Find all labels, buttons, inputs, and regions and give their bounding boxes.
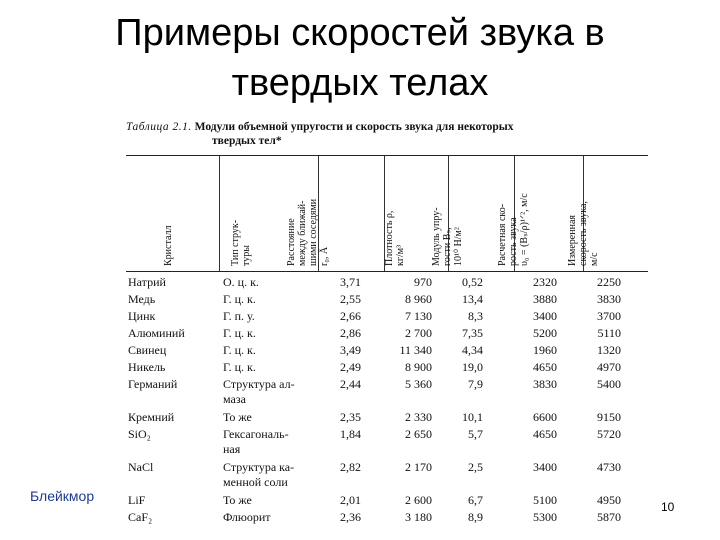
- distance-cell: 2,36: [340, 510, 361, 524]
- header-calc-speed: Расчетная ско- рость звука υ₀ = (Bₛ/ρ)¹ᐟ², м/с: [497, 193, 530, 266]
- table-row: [126, 274, 648, 291]
- scanned-table: [126, 118, 648, 538]
- density-cell: 5 360: [405, 377, 432, 391]
- distance-cell: 2,35: [340, 410, 361, 424]
- table-top-rule: [126, 155, 648, 156]
- measured-speed-cell: 4970: [597, 360, 621, 374]
- table-row: [126, 308, 648, 325]
- calc-speed-cell: 5100: [533, 493, 557, 507]
- calc-speed-cell: 5300: [533, 510, 557, 524]
- column-divider: [219, 156, 220, 271]
- measured-speed-cell: 5400: [597, 377, 621, 391]
- density-cell: 8 900: [405, 360, 432, 374]
- table-row: [126, 509, 648, 526]
- structure-cell: Г. ц. к.: [223, 326, 256, 340]
- crystal-cell: Германий: [128, 377, 178, 391]
- footer-author: Блейкмор: [30, 488, 95, 504]
- modulus-cell: 8,3: [468, 309, 483, 323]
- measured-speed-cell: 9150: [597, 410, 621, 424]
- crystal-cell: Кремний: [128, 410, 175, 424]
- table-caption-label: Таблица 2.1.: [126, 121, 192, 133]
- table-row: [126, 376, 648, 409]
- calc-speed-cell: 2320: [533, 275, 557, 289]
- measured-speed-cell: 4730: [597, 460, 621, 474]
- table-body: [126, 274, 648, 526]
- crystal-cell: NaCl: [128, 460, 154, 474]
- crystal-cell: Цинк: [128, 309, 156, 323]
- modulus-cell: 7,35: [462, 326, 483, 340]
- structure-cell: То же: [223, 493, 252, 507]
- header-density: Плотность ρ, кг/м³: [384, 210, 406, 266]
- measured-speed-cell: 5720: [597, 427, 621, 441]
- distance-cell: 2,44: [340, 377, 361, 391]
- calc-speed-cell: 3400: [533, 460, 557, 474]
- modulus-cell: 4,34: [462, 343, 483, 357]
- table-caption-line-1: Модули объемной упругости и скорость звука для некоторых: [194, 121, 514, 133]
- density-cell: 3 180: [405, 510, 432, 524]
- structure-cell: Г. ц. к.: [223, 343, 256, 357]
- distance-cell: 3,49: [340, 343, 361, 357]
- slide-title: [0, 8, 720, 108]
- table-header-rule: [126, 271, 648, 272]
- crystal-cell: Медь: [128, 292, 156, 306]
- measured-speed-cell: 5110: [597, 326, 621, 340]
- structure-cell: Г. п. у.: [223, 309, 255, 323]
- header-structure: Тип струк- туры: [230, 219, 252, 266]
- table-caption: [126, 120, 648, 148]
- table-caption-line-2: твердых тел*: [212, 135, 282, 147]
- crystal-cell: Никель: [128, 360, 166, 374]
- crystal-cell: Свинец: [128, 343, 167, 357]
- modulus-cell: 5,7: [468, 427, 483, 441]
- calc-speed-cell: 4650: [533, 427, 557, 441]
- modulus-cell: 0,52: [462, 275, 483, 289]
- density-cell: 2 700: [405, 326, 432, 340]
- density-cell: 7 130: [405, 309, 432, 323]
- header-measured-speed: Измеренная скорость звука, м/с: [567, 201, 600, 266]
- modulus-cell: 7,9: [468, 377, 483, 391]
- crystal-cell: Натрий: [128, 275, 166, 289]
- table-row: [126, 342, 648, 359]
- table-row: [126, 291, 648, 308]
- header-distance: Расстояние между ближай- шими соседями r₀, Å: [286, 198, 330, 266]
- header-modulus: Модуль упру- гости Bₛ, 10¹⁰ Н/м²: [431, 207, 464, 266]
- calc-speed-cell: 6600: [533, 410, 557, 424]
- modulus-cell: 2,5: [468, 460, 483, 474]
- density-cell: 970: [414, 275, 432, 289]
- crystal-cell: Алюминий: [128, 326, 185, 340]
- structure-cell: Структура ал- маза: [223, 377, 295, 406]
- modulus-cell: 6,7: [468, 493, 483, 507]
- measured-speed-cell: 3700: [597, 309, 621, 323]
- modulus-cell: 8,9: [468, 510, 483, 524]
- crystal-cell: LiF: [128, 493, 146, 507]
- distance-cell: 2,86: [340, 326, 361, 340]
- measured-speed-cell: 5870: [597, 510, 621, 524]
- structure-cell: Структура ка- менной соли: [223, 460, 295, 489]
- distance-cell: 3,71: [340, 275, 361, 289]
- table-row: [126, 426, 648, 459]
- crystal-cell: SiO₂: [128, 427, 151, 441]
- structure-cell: Г. ц. к.: [223, 292, 256, 306]
- measured-speed-cell: 1320: [597, 343, 621, 357]
- calc-speed-cell: 5200: [533, 326, 557, 340]
- density-cell: 2 170: [405, 460, 432, 474]
- distance-cell: 2,55: [340, 292, 361, 306]
- calc-speed-cell: 4650: [533, 360, 557, 374]
- distance-cell: 2,01: [340, 493, 361, 507]
- calc-speed-cell: 3830: [533, 377, 557, 391]
- calc-speed-cell: 3400: [533, 309, 557, 323]
- density-cell: 2 330: [405, 410, 432, 424]
- table-row: [126, 359, 648, 376]
- structure-cell: О. ц. к.: [223, 275, 259, 289]
- density-cell: 2 650: [405, 427, 432, 441]
- modulus-cell: 19,0: [462, 360, 483, 374]
- calc-speed-cell: 3880: [533, 292, 557, 306]
- measured-speed-cell: 4950: [597, 493, 621, 507]
- distance-cell: 2,66: [340, 309, 361, 323]
- distance-cell: 2,49: [340, 360, 361, 374]
- structure-cell: Гексагональ- ная: [223, 427, 289, 456]
- slide-title-line-1: Примеры скоростей звука в: [115, 12, 605, 54]
- page-number: 10: [661, 500, 675, 514]
- header-crystal: Кристалл: [163, 225, 174, 266]
- density-cell: 2 600: [405, 493, 432, 507]
- crystal-cell: CaF₂: [128, 510, 153, 524]
- measured-speed-cell: 2250: [597, 275, 621, 289]
- modulus-cell: 13,4: [462, 292, 483, 306]
- table-row: [126, 492, 648, 509]
- density-cell: 8 960: [405, 292, 432, 306]
- structure-cell: Г. ц. к.: [223, 360, 256, 374]
- structure-cell: То же: [223, 410, 252, 424]
- distance-cell: 1,84: [340, 427, 361, 441]
- modulus-cell: 10,1: [462, 410, 483, 424]
- table-row: [126, 409, 648, 426]
- table-row: [126, 459, 648, 492]
- calc-speed-cell: 1960: [533, 343, 557, 357]
- distance-cell: 2,82: [340, 460, 361, 474]
- measured-speed-cell: 3830: [597, 292, 621, 306]
- table-row: [126, 325, 648, 342]
- density-cell: 11 340: [399, 343, 432, 357]
- slide-title-line-2: твердых телах: [231, 62, 489, 104]
- structure-cell: Флюорит: [223, 510, 271, 524]
